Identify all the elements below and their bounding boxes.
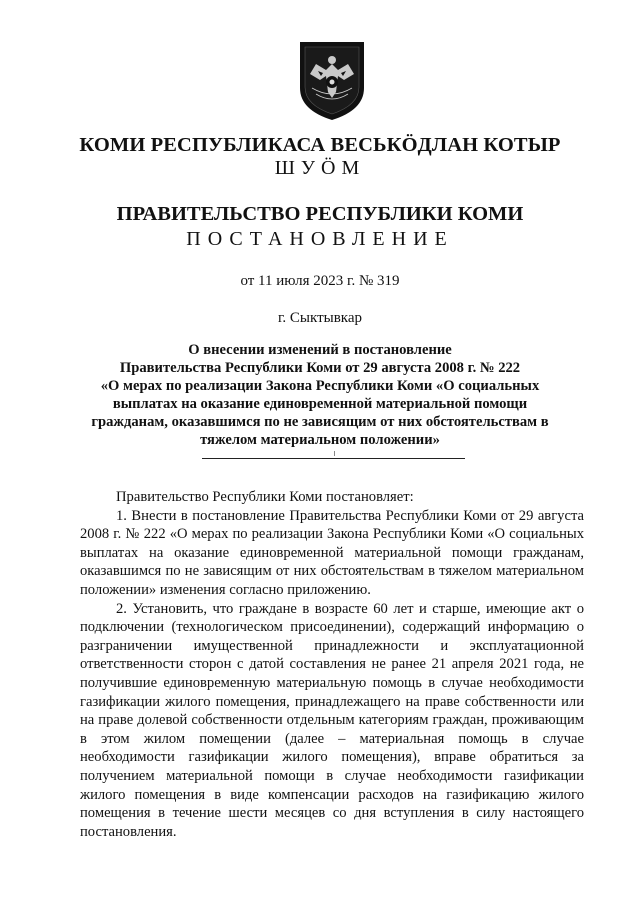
heading-line: тяжелом материальном положении» (200, 432, 440, 448)
komi-government-title: КОМИ РЕСПУБЛИКАСА ВЕСЬКӦДЛАН КОТЫР (79, 134, 561, 156)
heading-line: О внесении изменений в постановление (188, 342, 452, 358)
body-paragraph-1: 1. Внести в постановление Правительства Республики Коми от 29 августа 2008 г. № 222 «О мерах по реализации Закона Республики Коми «О социальных выплатах на оказание единовременной материальной помощи гражданам, оказавшимся по не зависящим от них обстоятельствам в тяжелом материальном положении» изменения согласно приложению. (80, 507, 584, 598)
body-paragraph-2: 2. Установить, что граждане в возрасте 60 лет и старше, имеющие акт о подключении (технологическом присоединении), содержащий информацию о разграничении имущественной принадлежности и эксплуатационной ответственности сторон с датой составления не ранее 21 апреля 2021 года, не получившие единовременную материальную помощь в случае необходимости газификации жилого помещения, принадлежащего на праве собственности или на праве долевой собственности отдельным категориям граждан, проживающим в этом жилом помещении (далее – материальная помощь в случае необходимости газификации жилого помещения), вправе обратиться за получением материальной помощи в случае необходимости газификации жилого помещения в виде компенсации расходов на газификацию жилого помещения в течение шести месяцев со дня вступления в силу настоящего постановления. (80, 600, 584, 840)
body-intro: Правительство Республики Коми постановляет: (116, 489, 414, 505)
government-title: ПРАВИТЕЛЬСТВО РЕСПУБЛИКИ КОМИ (116, 203, 524, 225)
scan-mark (334, 451, 335, 456)
heading-line: «О мерах по реализации Закона Республики Коми «О социальных (100, 378, 540, 394)
document-type: ПОСТАНОВЛЕНИЕ (186, 228, 454, 250)
document-date-number: от 11 июля 2023 г. № 319 (240, 273, 400, 289)
document-heading (90, 341, 550, 449)
heading-line: гражданам, оказавшимся по не зависящим от них обстоятельствам в (91, 414, 549, 430)
heading-divider (202, 458, 465, 459)
heading-line: Правительства Республики Коми от 29 августа 2008 г. № 222 (119, 360, 521, 376)
coat-of-arms-icon (296, 40, 368, 122)
komi-document-type: ШУӦМ (274, 157, 366, 179)
document-body (80, 488, 584, 841)
heading-line: выплатах на оказание единовременной материальной помощи (112, 396, 528, 412)
document-city: г. Сыктывкар (277, 310, 363, 326)
